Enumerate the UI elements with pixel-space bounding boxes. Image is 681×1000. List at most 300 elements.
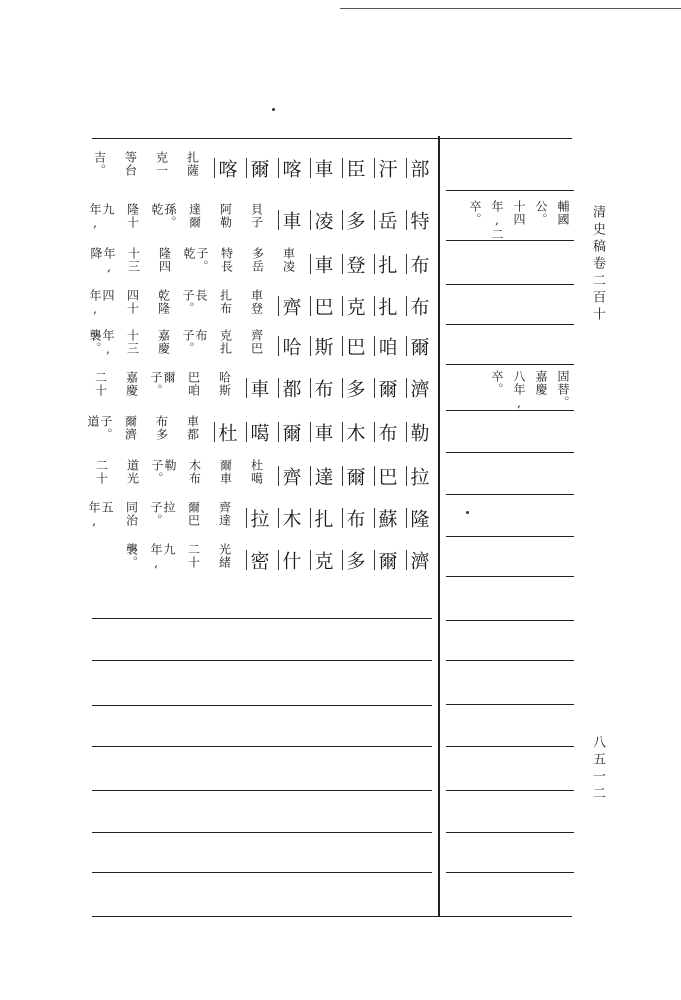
name-char-text: 扎 — [375, 296, 398, 316]
note-text: 達爾 — [187, 203, 202, 229]
name-char-text: 濟 — [407, 550, 430, 570]
name-char-text: 巴 — [375, 466, 398, 486]
note-column — [117, 368, 145, 408]
name-char-text: 多 — [343, 210, 366, 230]
name-char-text: 拉 — [407, 466, 430, 486]
right-rule — [446, 790, 574, 791]
note-text: 爾車 — [218, 459, 233, 485]
right-rule — [446, 872, 574, 873]
name-char-text: 爾 — [279, 422, 302, 442]
note-text: 同治 — [124, 501, 139, 527]
name-char-text: 密 — [247, 550, 270, 570]
name-bar — [246, 422, 247, 442]
note-column — [149, 456, 177, 496]
note-text: 年,襲。 — [88, 329, 115, 357]
table-row — [92, 148, 432, 188]
name-bar — [310, 422, 311, 442]
name-char-text: 勒 — [407, 422, 430, 442]
right-rule — [446, 190, 574, 191]
note-column — [210, 540, 238, 580]
name-char — [246, 148, 272, 188]
name-char-text: 木 — [343, 422, 366, 442]
name-char-text: 布 — [343, 508, 366, 528]
name-char — [342, 540, 368, 580]
name-bar — [374, 254, 375, 274]
note-column — [242, 286, 270, 326]
note-text: 多岳 — [250, 247, 265, 273]
note-column — [148, 498, 176, 538]
name-char-text: 扎 — [375, 254, 398, 274]
name-char — [374, 326, 400, 366]
note-column — [243, 244, 271, 284]
name-char — [310, 286, 336, 326]
note-column — [150, 244, 178, 284]
table-divider — [438, 136, 440, 916]
name-char-text: 噶 — [247, 422, 270, 442]
name-char — [406, 200, 432, 240]
note-text: 特長 — [219, 247, 234, 273]
name-char — [278, 456, 304, 496]
name-bar — [214, 158, 215, 178]
name-bar — [246, 158, 247, 178]
note-column — [87, 456, 115, 496]
name-char-text: 布 — [407, 254, 430, 274]
note-column — [116, 148, 144, 188]
name-char-text: 爾 — [407, 336, 430, 356]
note-column — [180, 326, 208, 366]
right-note-line: 公。 — [534, 200, 548, 226]
name-char-text: 特 — [407, 210, 430, 230]
note-column — [212, 244, 240, 284]
name-char — [310, 244, 336, 284]
note-column — [242, 326, 270, 366]
note-column — [147, 148, 175, 188]
right-note-line: 固替。 — [556, 370, 570, 409]
name-char — [374, 456, 400, 496]
name-bar — [246, 550, 247, 570]
note-text: 爾子。 — [149, 371, 176, 397]
note-text: 十三 — [126, 247, 141, 273]
right-rule — [446, 576, 574, 577]
name-bar — [342, 422, 343, 442]
name-bar — [278, 550, 279, 570]
right-rule — [446, 324, 574, 325]
note-text: 拉子。 — [149, 501, 176, 527]
name-bar — [278, 378, 279, 398]
note-column — [85, 412, 113, 452]
right-rule — [446, 364, 574, 365]
right-note-line: 輔國 — [556, 200, 570, 226]
note-column — [149, 286, 177, 326]
right-rule — [446, 452, 574, 453]
name-char — [310, 326, 336, 366]
note-column — [86, 498, 114, 538]
table-rule — [92, 832, 432, 833]
name-char-text: 克 — [311, 550, 334, 570]
name-char — [406, 498, 432, 538]
note-column — [274, 244, 302, 284]
page-number: 八五一二 — [590, 735, 605, 803]
note-column — [179, 540, 207, 580]
name-char — [406, 368, 432, 408]
note-column — [148, 540, 176, 580]
note-text: 四年, — [88, 289, 115, 317]
name-bar — [342, 466, 343, 486]
note-column — [180, 200, 208, 240]
name-bar — [406, 296, 407, 316]
name-char — [310, 148, 336, 188]
note-column — [178, 148, 206, 188]
name-bar — [374, 158, 375, 178]
name-char-text: 臣 — [343, 158, 366, 178]
name-char-text: 布 — [407, 296, 430, 316]
name-char-text: 車 — [279, 210, 302, 230]
name-char-text: 登 — [343, 254, 366, 274]
note-text: 光緒 — [217, 543, 232, 569]
note-text: 木布 — [187, 459, 202, 485]
name-char — [278, 368, 304, 408]
name-bar — [342, 210, 343, 230]
name-char — [278, 148, 304, 188]
name-char — [278, 286, 304, 326]
volume-title: 清史稿卷二百十 — [590, 205, 605, 324]
name-bar — [310, 158, 311, 178]
name-bar — [342, 378, 343, 398]
name-char — [246, 498, 272, 538]
name-bar — [406, 336, 407, 356]
name-char — [406, 148, 432, 188]
name-char-text: 隆 — [407, 508, 430, 528]
right-rule — [446, 494, 574, 495]
name-char — [214, 148, 240, 188]
ink-dot — [272, 108, 275, 111]
note-column — [180, 286, 208, 326]
table-rule — [92, 660, 432, 661]
name-char-text: 喀 — [215, 158, 238, 178]
name-char — [406, 456, 432, 496]
note-column — [119, 244, 147, 284]
right-note-line: 卒。 — [490, 370, 504, 396]
name-bar — [310, 296, 311, 316]
note-column — [85, 148, 113, 188]
note-text: 二十 — [186, 543, 201, 569]
note-column — [87, 200, 115, 240]
note-column — [179, 368, 207, 408]
name-char-text: 拉 — [247, 508, 270, 528]
right-note-line: 十四 — [512, 200, 526, 226]
table-row — [88, 326, 432, 366]
right-rule — [446, 620, 574, 621]
note-text: 吉。 — [92, 151, 107, 177]
name-bar — [278, 210, 279, 230]
note-text: 克一 — [154, 151, 169, 177]
name-char-text: 爾 — [343, 466, 366, 486]
name-char-text: 哈 — [279, 336, 302, 356]
right-rule — [446, 660, 574, 661]
note-text: 阿勒 — [218, 203, 233, 229]
name-bar — [246, 378, 247, 398]
name-char-text: 克 — [343, 296, 366, 316]
name-bar — [278, 466, 279, 486]
table-rule — [92, 790, 432, 791]
name-char-text: 木 — [279, 508, 302, 528]
name-bar — [278, 336, 279, 356]
name-char — [406, 244, 432, 284]
note-text: 五年, — [87, 501, 114, 529]
table-row — [92, 456, 432, 496]
name-char-text: 爾 — [375, 550, 398, 570]
name-char-text: 巴 — [311, 296, 334, 316]
note-column — [116, 412, 144, 452]
name-char-text: 達 — [311, 466, 334, 486]
name-char — [214, 412, 240, 452]
name-char — [342, 148, 368, 188]
note-text: 乾隆 — [156, 289, 171, 315]
name-bar — [374, 466, 375, 486]
note-column — [181, 244, 209, 284]
note-text: 爾巴 — [186, 501, 201, 527]
name-char-text: 蘇 — [375, 508, 398, 528]
right-rule — [446, 832, 574, 833]
name-bar — [342, 550, 343, 570]
name-char — [246, 368, 272, 408]
name-bar — [310, 466, 311, 486]
right-note-line: 卒。 — [468, 200, 482, 226]
note-column — [178, 412, 206, 452]
note-column — [87, 326, 115, 366]
name-bar — [214, 422, 215, 442]
name-char — [374, 540, 400, 580]
name-char-text: 車 — [311, 158, 334, 178]
name-char-text: 齊 — [279, 296, 302, 316]
name-char — [406, 412, 432, 452]
note-column — [87, 286, 115, 326]
name-char — [374, 368, 400, 408]
table-rule — [92, 618, 432, 619]
top-rule — [340, 8, 681, 9]
note-text: 隆四 — [157, 247, 172, 273]
table-top-rule — [92, 138, 572, 139]
name-char-text: 車 — [311, 422, 334, 442]
name-char-text: 爾 — [247, 158, 270, 178]
note-column — [118, 200, 146, 240]
name-bar — [278, 158, 279, 178]
name-char-text: 齊 — [279, 466, 302, 486]
name-bar — [374, 336, 375, 356]
name-char-text: 巴 — [343, 336, 366, 356]
name-bar — [406, 158, 407, 178]
name-bar — [278, 508, 279, 528]
table-row — [86, 412, 432, 452]
table-row — [92, 540, 432, 580]
name-char-text: 岳 — [375, 210, 398, 230]
name-char-text: 爾 — [375, 378, 398, 398]
note-text: 九年, — [149, 543, 176, 571]
note-text: 長子。 — [181, 289, 208, 315]
note-column — [147, 412, 175, 452]
note-column — [179, 498, 207, 538]
right-rule — [446, 284, 574, 285]
note-column — [118, 286, 146, 326]
name-bar — [374, 296, 375, 316]
name-bar — [406, 550, 407, 570]
name-char-text: 布 — [311, 378, 334, 398]
name-bar — [406, 466, 407, 486]
name-char — [342, 498, 368, 538]
right-rule — [446, 410, 574, 411]
note-column — [149, 326, 177, 366]
note-text: 子。乾 — [182, 247, 209, 273]
note-text: 扎薩 — [185, 151, 200, 177]
note-column — [148, 368, 176, 408]
name-char — [278, 412, 304, 452]
name-bar — [342, 158, 343, 178]
name-bar — [310, 508, 311, 528]
note-column — [242, 200, 270, 240]
name-char — [342, 244, 368, 284]
note-text: 爾濟 — [123, 415, 138, 441]
note-text: 勒子。 — [150, 459, 177, 485]
name-char — [406, 326, 432, 366]
name-bar — [406, 378, 407, 398]
name-char — [342, 286, 368, 326]
name-char-text: 車 — [247, 378, 270, 398]
note-text: 隆十 — [125, 203, 140, 229]
note-column — [211, 456, 239, 496]
note-text: 等台 — [123, 151, 138, 177]
name-bar — [342, 296, 343, 316]
note-column — [180, 456, 208, 496]
note-text: 齊達 — [217, 501, 232, 527]
name-char — [374, 286, 400, 326]
name-char — [406, 540, 432, 580]
note-column — [117, 498, 145, 538]
name-char-text: 部 — [407, 158, 430, 178]
name-bar — [342, 254, 343, 274]
name-bar — [278, 422, 279, 442]
note-column — [88, 244, 116, 284]
note-column — [210, 368, 238, 408]
note-text: 襲。 — [124, 543, 139, 569]
name-char — [310, 368, 336, 408]
name-char — [374, 200, 400, 240]
right-rule — [446, 536, 574, 537]
name-char-text: 咱 — [375, 336, 398, 356]
name-char — [374, 244, 400, 284]
note-text: 車都 — [185, 415, 200, 441]
name-char — [246, 540, 272, 580]
name-bar — [246, 508, 247, 528]
name-char — [342, 200, 368, 240]
note-text: 扎布 — [218, 289, 233, 315]
note-text: 年,降 — [89, 247, 116, 275]
name-bar — [406, 422, 407, 442]
name-char-text: 喀 — [279, 158, 302, 178]
name-bar — [406, 210, 407, 230]
note-column — [211, 326, 239, 366]
name-char — [342, 456, 368, 496]
name-bar — [374, 210, 375, 230]
table-row — [87, 498, 432, 538]
name-char-text: 都 — [279, 378, 302, 398]
table-rule — [92, 872, 432, 873]
name-char-text: 多 — [343, 550, 366, 570]
note-text: 嘉慶 — [156, 329, 171, 355]
name-char — [374, 148, 400, 188]
name-char — [374, 412, 400, 452]
name-char-text: 凌 — [311, 210, 334, 230]
right-rule — [446, 240, 574, 241]
note-text: 子。道 — [86, 415, 113, 441]
note-text: 車登 — [249, 289, 264, 315]
note-column — [86, 368, 114, 408]
name-char — [342, 412, 368, 452]
note-column — [118, 326, 146, 366]
right-note-line: 八年, — [512, 370, 526, 411]
name-char-text: 什 — [279, 550, 302, 570]
table-bottom-rule — [92, 916, 572, 917]
name-char — [310, 540, 336, 580]
name-bar — [406, 508, 407, 528]
name-char — [342, 368, 368, 408]
name-char — [310, 412, 336, 452]
right-rule — [446, 746, 574, 747]
name-bar — [278, 296, 279, 316]
name-char-text: 斯 — [311, 336, 334, 356]
note-column — [211, 286, 239, 326]
name-char-text: 多 — [343, 378, 366, 398]
name-bar — [342, 336, 343, 356]
note-text: 嘉慶 — [124, 371, 139, 397]
note-text: 四十 — [125, 289, 140, 315]
right-note-line: 年,二 — [490, 200, 504, 241]
name-char — [310, 456, 336, 496]
name-char — [374, 498, 400, 538]
note-text: 二十 — [94, 459, 109, 485]
name-char — [278, 326, 304, 366]
table-row — [92, 368, 432, 408]
name-char — [310, 498, 336, 538]
name-bar — [342, 508, 343, 528]
name-char-text: 汗 — [375, 158, 398, 178]
note-column — [210, 498, 238, 538]
name-bar — [374, 378, 375, 398]
name-bar — [406, 254, 407, 274]
table-row — [89, 244, 432, 284]
note-text: 克扎 — [218, 329, 233, 355]
note-text: 齊巴 — [249, 329, 264, 355]
note-text: 貝子 — [249, 203, 264, 229]
name-bar — [310, 336, 311, 356]
note-column — [242, 456, 270, 496]
name-char — [310, 200, 336, 240]
name-bar — [310, 378, 311, 398]
note-column — [211, 200, 239, 240]
name-char-text: 扎 — [311, 508, 334, 528]
name-bar — [374, 508, 375, 528]
note-column — [149, 200, 177, 240]
table-row — [88, 200, 432, 240]
name-char-text: 濟 — [407, 378, 430, 398]
note-text: 二十 — [93, 371, 108, 397]
note-text: 九年, — [88, 203, 115, 231]
name-char — [406, 286, 432, 326]
note-text: 道光 — [125, 459, 140, 485]
name-bar — [310, 550, 311, 570]
ink-dot — [466, 511, 469, 514]
note-column — [118, 456, 146, 496]
name-bar — [374, 422, 375, 442]
